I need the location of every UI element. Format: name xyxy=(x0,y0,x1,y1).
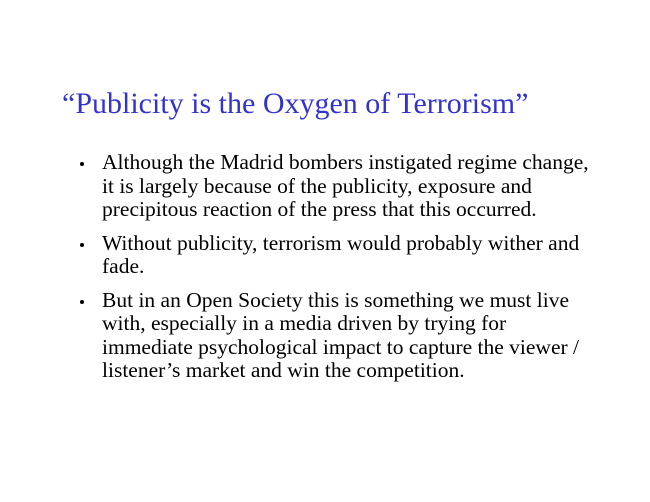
slide-title: “Publicity is the Oxygen of Terrorism” xyxy=(62,87,529,120)
bullet-text: Without publicity, terrorism would probably wither and fade. xyxy=(102,230,580,278)
bullet-item xyxy=(80,151,600,222)
bullet-list xyxy=(80,151,600,393)
bullet-item xyxy=(80,289,600,383)
bullet-dot-icon xyxy=(80,162,84,166)
bullet-text: But in an Open Society this is something we must live with, especially in a media driven by trying for immediate psychological impact to capture the viewer / listener’s market and win the competition. xyxy=(102,287,580,382)
bullet-dot-icon xyxy=(80,243,84,247)
bullet-text: Although the Madrid bombers instigated regime change, it is largely because of the publicity, exposure and precipitous reaction of the press that this occurred. xyxy=(102,150,589,221)
bullet-dot-icon xyxy=(80,300,84,304)
bullet-item xyxy=(80,232,600,279)
